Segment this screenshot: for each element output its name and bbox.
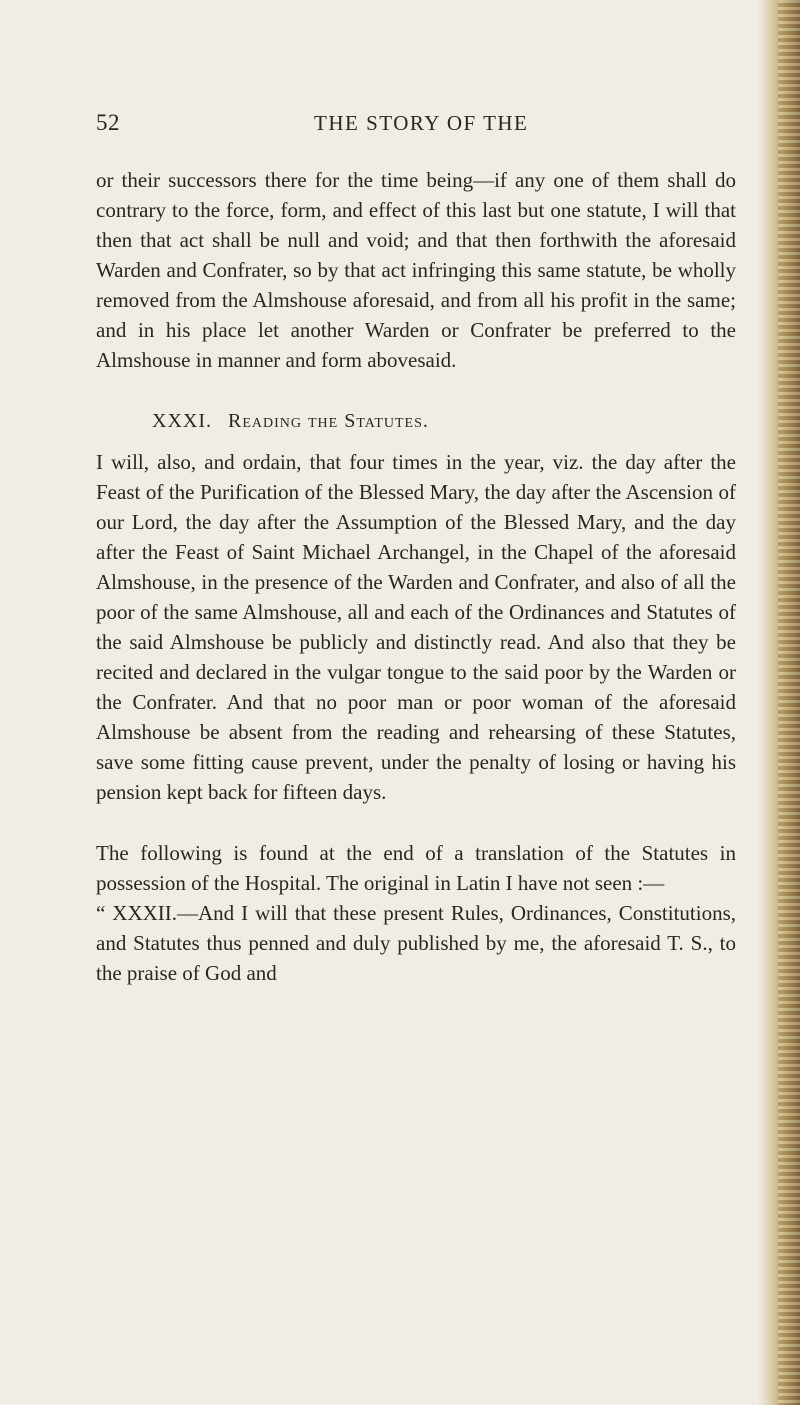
page-number: 52 (96, 110, 120, 135)
running-title: THE STORY OF THE (314, 111, 529, 135)
paragraph-note: The following is found at the end of a translation of the Statutes in possession of the Hospital. The original in Latin I have not seen :— (96, 841, 736, 895)
paragraph-statute-32: “ XXXII.—And I will that these present Rules, Ordinances, Constitutions, and Statutes thus penned and duly published by me, the aforesaid T. S., to the praise of God and (96, 901, 736, 985)
section-number: XXXI. (152, 410, 212, 432)
paragraph-statute-31: I will, also, and ordain, that four times in the year, viz. the day after the Feast of the Purification of the Blessed Mary, the day after the Ascension of our Lord, the day after the Assumption of the Blessed Mary, and the day after the Feast of Saint Michael Archangel, in the Chapel of the aforesaid Almshouse, in the presence of the Warden and Confrater, and also of all the poor of the same Almshouse, all and each of the Ordinances and Statutes of the said Almshouse be publicly and distinctly read. And also that they be recited and declared in the vulgar tongue to the said poor by the Warden or the Confrater. And that no poor man or poor woman of the aforesaid Almshouse be absent from the reading and rehearsing of these Statutes, save some fitting cause prevent, under the penalty of losing or having his pension kept back for fifteen days. (96, 450, 736, 804)
page-edge-texture (778, 0, 800, 1405)
section-title: Reading the Statutes. (228, 410, 429, 432)
page-body (96, 165, 736, 988)
running-header (96, 110, 736, 140)
paragraph-continued: or their successors there for the time being—if any one of them shall do contrary to the force, form, and effect of this last but one statute, I will that then that act shall be null and void; and that then forthwith the aforesaid Warden and Confrater, so by that act infringing this same statute, be wholly removed from the Almshouse aforesaid, and from all his profit in the same; and in his place let another Warden or Confrater be preferred to the Almshouse in manner and form abovesaid. (96, 168, 736, 372)
section-heading (96, 406, 736, 436)
